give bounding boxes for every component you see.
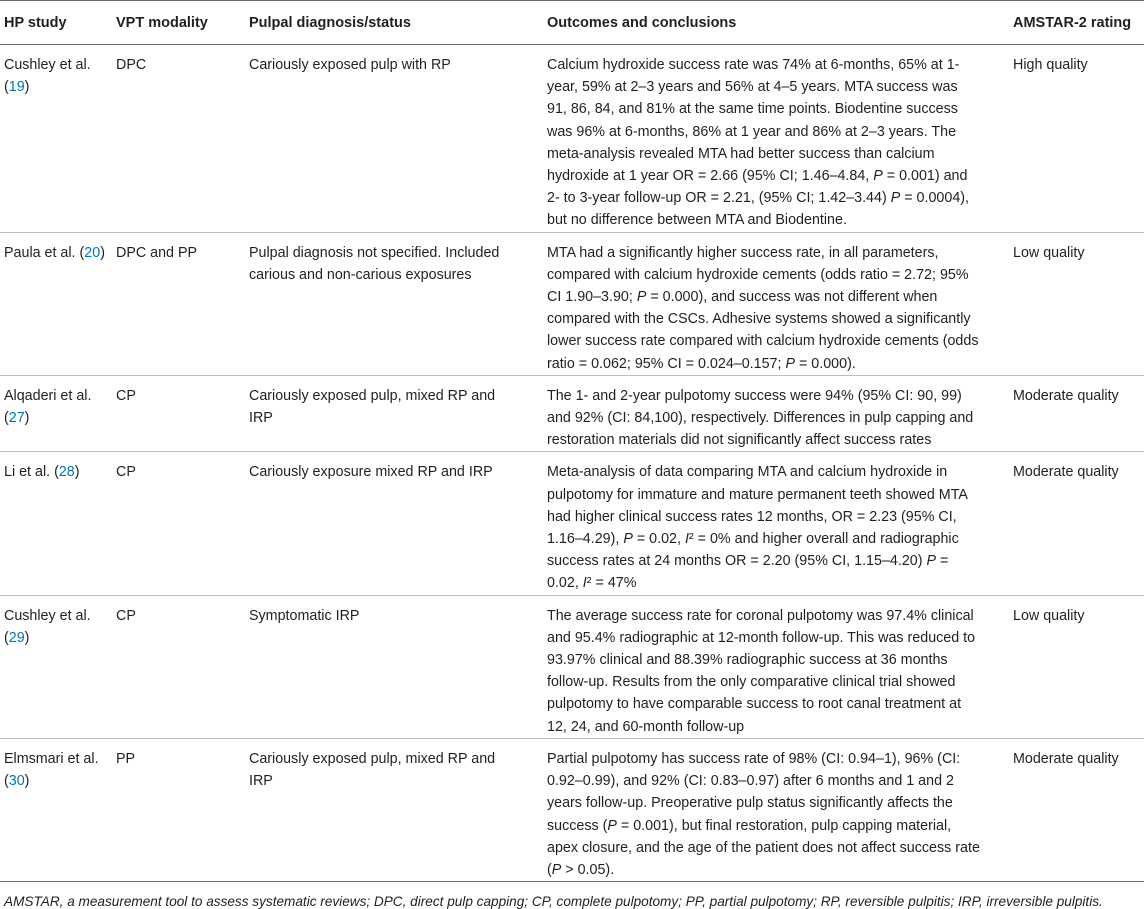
study-close-paren: ) [24, 629, 30, 646]
reference-link[interactable]: 20 [84, 244, 101, 261]
stat-symbol: P [607, 817, 617, 834]
outcome-text: > 0.05). [561, 861, 615, 878]
reference-link[interactable]: 19 [8, 79, 25, 96]
study-author: Paula et al. ( [4, 244, 85, 261]
cell-outcomes [521, 45, 987, 233]
table-row [0, 595, 1144, 738]
reference-link[interactable]: 28 [58, 464, 75, 481]
outcome-text: = 0.000), and success was not different when compared with the CSCs. Adhesive systems showed a significantly lower success rate compared with calcium hydroxide cements (odds ratio = 0.062; 95% CI = 0.024–0.157; [547, 289, 979, 372]
table-row [0, 232, 1144, 375]
study-author: Li et al. ( [4, 464, 59, 481]
reference-link[interactable]: 27 [8, 410, 25, 427]
stat-symbol: P [623, 531, 633, 548]
stat-symbol: P [551, 861, 562, 878]
cell-vpt-modality: CP [112, 452, 245, 595]
table-row [0, 375, 1144, 452]
table-header-row [0, 1, 1144, 45]
outcome-text: ² = 47% [586, 575, 637, 592]
reference-link[interactable]: 30 [8, 773, 25, 790]
cell-amstar-rating: Moderate quality [987, 452, 1144, 595]
cell-amstar-rating: Moderate quality [987, 375, 1144, 452]
header-hp-study: HP study [0, 1, 112, 45]
cell-vpt-modality: CP [112, 375, 245, 452]
outcome-text: The 1- and 2-year pulpotomy success were 94% (95% CI: 90, 99) and 92% (CI: 84,100), respectively. Differences in pulp capping and restoration materials did not significantly affect success rates [547, 387, 974, 449]
stat-symbol: I [582, 575, 587, 592]
study-author: Cushley et al. ( [4, 57, 91, 96]
cell-pulpal-diagnosis: Cariously exposed pulp with RP [245, 45, 521, 233]
outcome-text: MTA had a significantly higher success rate, in all parameters, compared with calcium hydroxide cements (odds ratio = 2.72; 95% CI 1.90–3.90; [547, 244, 969, 306]
study-close-paren: ) [24, 79, 30, 96]
header-vpt-modality: VPT modality [112, 1, 245, 45]
study-close-paren: ) [24, 410, 30, 427]
study-author: Cushley et al. ( [4, 607, 91, 646]
cell-pulpal-diagnosis: Cariously exposure mixed RP and IRP [245, 452, 521, 595]
table-footnote: AMSTAR, a measurement tool to assess systematic reviews; DPC, direct pulp capping; CP, complete pulpotomy; PP, partial pulpotomy; RP, reversible pulpitis; IRP, irreversible pulpitis. [4, 894, 1103, 909]
outcome-text: = 0.02, [632, 531, 685, 548]
outcome-text: Meta-analysis of data comparing MTA and calcium hydroxide in pulpotomy for immature and mature permanent teeth showed MTA had higher clinical success rates 12 months, OR = 2.23 (95% CI, 1.16–4.29), [547, 464, 968, 548]
cell-hp-study [0, 452, 112, 595]
study-author: Elmsmari et al. ( [4, 750, 99, 790]
outcome-text: = 0.02, [547, 553, 949, 592]
study-close-paren: ) [24, 773, 30, 790]
header-amstar-rating: AMSTAR-2 rating [987, 1, 1144, 45]
cell-vpt-modality: DPC and PP [112, 232, 245, 375]
stat-symbol: I [684, 531, 689, 548]
outcome-text: = 0.001), but final restoration, pulp capping material, apex closure, and the age of the patient does not affect success rate ( [547, 817, 980, 878]
study-close-paren: ) [74, 464, 80, 481]
cell-pulpal-diagnosis: Cariously exposed pulp, mixed RP and IRP [245, 375, 521, 452]
cell-hp-study [0, 738, 112, 881]
outcome-text: ² = 0% and higher overall and radiographic success rates at 24 months OR = 2.20 (95% CI, 1.15–4.20) [547, 531, 959, 570]
cell-outcomes [521, 375, 987, 452]
outcome-text: Partial pulpotomy has success rate of 98% (CI: 0.94–1), 96% (CI: 0.92–0.99), and 92% (CI: 0.83–0.97) after 6 months and 1 and 2 years follow-up. Preoperative pulp status significantly affects the success ( [547, 750, 961, 834]
cell-pulpal-diagnosis: Pulpal diagnosis not specified. Included carious and non-carious exposures [245, 232, 521, 375]
cell-hp-study [0, 375, 112, 452]
stat-symbol: P [785, 355, 796, 372]
cell-amstar-rating: Low quality [987, 595, 1144, 738]
cell-vpt-modality: DPC [112, 45, 245, 233]
cell-amstar-rating: Moderate quality [987, 738, 1144, 881]
cell-vpt-modality: CP [112, 595, 245, 738]
stat-symbol: P [873, 168, 883, 185]
cell-amstar-rating: High quality [987, 45, 1144, 233]
stat-symbol: P [890, 190, 901, 207]
outcome-text: Calcium hydroxide success rate was 74% at 6-months, 65% at 1-year, 59% at 2–3 years and 56% at 4–5 years. MTA success was 91, 86, 84, and 81% at the same time points. Biodentine success was 96% at 6-months, 86% at 1 year and 86% at 2–3 years. The meta-analysis revealed MTA had better success than calcium hydroxide at 1 year OR = 2.66 (95% CI; 1.46–4.84, [547, 57, 960, 185]
outcome-text: = 0.001) and 2- to 3-year follow-up OR = 2.21, (95% CI; 1.42–3.44) [547, 168, 968, 207]
cell-outcomes [521, 738, 987, 881]
header-pulpal-diagnosis: Pulpal diagnosis/status [245, 1, 521, 45]
table-row [0, 452, 1144, 595]
study-author: Alqaderi et al. ( [4, 387, 92, 427]
table-row [0, 45, 1144, 233]
cell-outcomes [521, 595, 987, 738]
cell-vpt-modality: PP [112, 738, 245, 881]
outcome-text: The average success rate for coronal pulpotomy was 97.4% clinical and 95.4% radiographic at 12-month follow-up. This was reduced to 93.97% clinical and 88.39% radiographic success at 36 months follow-up. Results from the only comparative clinical trial showed pulpotomy to have comparable success to root canal treatment at 12, 24, and 60-month follow-up [547, 607, 976, 735]
table-row [0, 738, 1144, 881]
header-outcomes: Outcomes and conclusions [521, 1, 987, 45]
outcome-text: = 0.000). [795, 355, 856, 372]
stat-symbol: P [926, 553, 937, 570]
cell-hp-study [0, 45, 112, 233]
reference-link[interactable]: 29 [8, 629, 25, 646]
cell-pulpal-diagnosis: Cariously exposed pulp, mixed RP and IRP [245, 738, 521, 881]
cell-outcomes [521, 232, 987, 375]
cell-hp-study [0, 232, 112, 375]
study-close-paren: ) [100, 244, 105, 261]
cell-hp-study [0, 595, 112, 738]
cell-amstar-rating: Low quality [987, 232, 1144, 375]
stat-symbol: P [636, 289, 647, 306]
outcome-text: = 0.0004), but no difference between MTA and Biodentine. [547, 190, 970, 229]
cell-pulpal-diagnosis: Symptomatic IRP [245, 595, 521, 738]
cell-outcomes [521, 452, 987, 595]
